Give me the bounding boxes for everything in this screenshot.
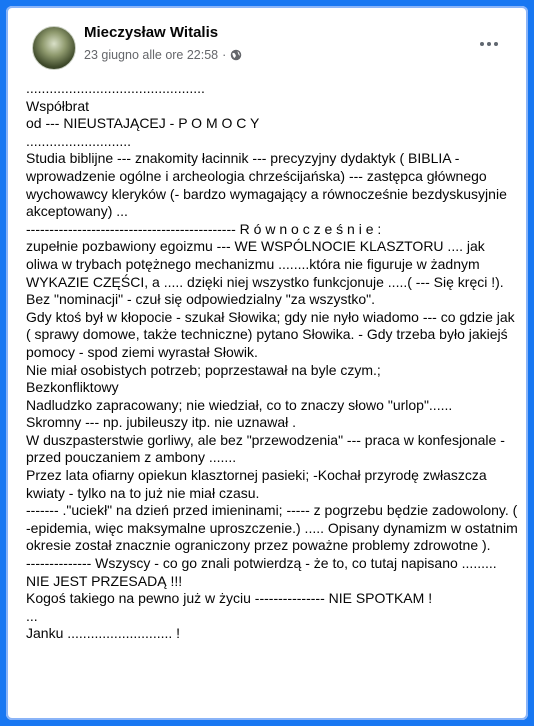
- post-line: Bezkonfliktowy: [26, 379, 119, 396]
- post-line: ..............................................: [26, 80, 205, 96]
- post-line: --------------------------------------------- R ó w n o c z e ś n i e :: [26, 220, 382, 237]
- post-line: Kogoś takiego na pewno już w życiu --------------- NIE SPOTKAM !: [26, 590, 433, 607]
- post-line: zupełnie pozbawiony egoizmu --- WE WSPÓLNOCIE KLASZTORU .... jak oliwa w trybach potężnego mechanizmu ........która nie figuruje w żadnym WYKAZIE CZĘŚCI, a ..... dzięki niej wszystko funkcjonuje .....( --- Się kręci !).: [26, 238, 504, 290]
- globe-icon[interactable]: [230, 49, 242, 61]
- post-line: Współbrat: [26, 97, 90, 114]
- post-line: od --- NIEUSTAJĄCEJ - P O M O C Y: [26, 115, 260, 132]
- meta-separator: ·: [222, 48, 227, 62]
- post-header: [22, 20, 512, 76]
- avatar[interactable]: [32, 26, 76, 70]
- more-dot: [494, 42, 498, 46]
- more-options-icon[interactable]: [474, 34, 504, 54]
- post-line: ------- ."uciekł" na dzień przed imieninami; ----- z pogrzebu będzie zadowolony. ( -epidemia, więc maksymalne uproszczenie.) ..... Opisany dynamizm w ostatnim okresie został znacznie ograniczony przez poważne problemy zdrowotne ).: [26, 502, 518, 554]
- post-line: -------------- Wszyscy - co go znali potwierdzą - że to, co tutaj napisano ......... NIE JEST PRZESADĄ !!!: [26, 555, 497, 589]
- post-line: Bez "nominacji" - czuł się odpowiedzialny "za wszystko".: [26, 291, 376, 308]
- author-name[interactable]: Mieczysław Witalis: [84, 24, 219, 41]
- post-line: Przez lata ofiarny opiekun klasztornej pasieki; -Kochał przyrodę zwłaszcza kwiaty - tylko na to już nie miał czasu.: [26, 467, 487, 501]
- post-meta: [84, 48, 242, 62]
- post-line: W duszpasterstwie gorliwy, ale bez "przewodzenia" --- praca w konfesjonale - przed pouczaniem z ambony .......: [26, 431, 505, 466]
- timestamp[interactable]: 23 giugno alle ore 22:58: [84, 48, 219, 62]
- post-line: ...........................: [26, 132, 132, 149]
- post-line: Nadludzko zapracowany; nie wiedział, co to znaczy słowo "urlop"......: [26, 396, 453, 413]
- more-dot: [480, 42, 484, 46]
- more-dot: [487, 42, 491, 46]
- post-card: [6, 6, 528, 720]
- post-line: Gdy ktoś był w kłopocie - szukał Słowika; gdy nie nyło wiadomo --- co gdzie jak ( sprawy domowe, także techniczne) pytano Słowika. - Gdy trzeba było jakiejś pomocy - spod ziemi wyrastał Słowik.: [26, 308, 515, 360]
- post-line: ...: [26, 607, 38, 624]
- post-line: Janku ........................... !: [26, 625, 181, 642]
- post-text: [26, 80, 518, 720]
- post-line: Studia biblijne --- znakomity łacinnik --- precyzyjny dydaktyk ( BIBLIA - wprowadzenie ogólne i archeologia chrześcijańska) --- zastępca głównego wychowawcy kleryków (- bardzo wymagający a równocześnie bezdyskusyjnie akceptowany) ...: [26, 150, 507, 220]
- post-line: Skromny --- np. jubileuszy itp. nie uznawał .: [26, 414, 296, 431]
- post-line: Nie miał osobistych potrzeb; poprzestawał na byle czym.;: [26, 361, 381, 378]
